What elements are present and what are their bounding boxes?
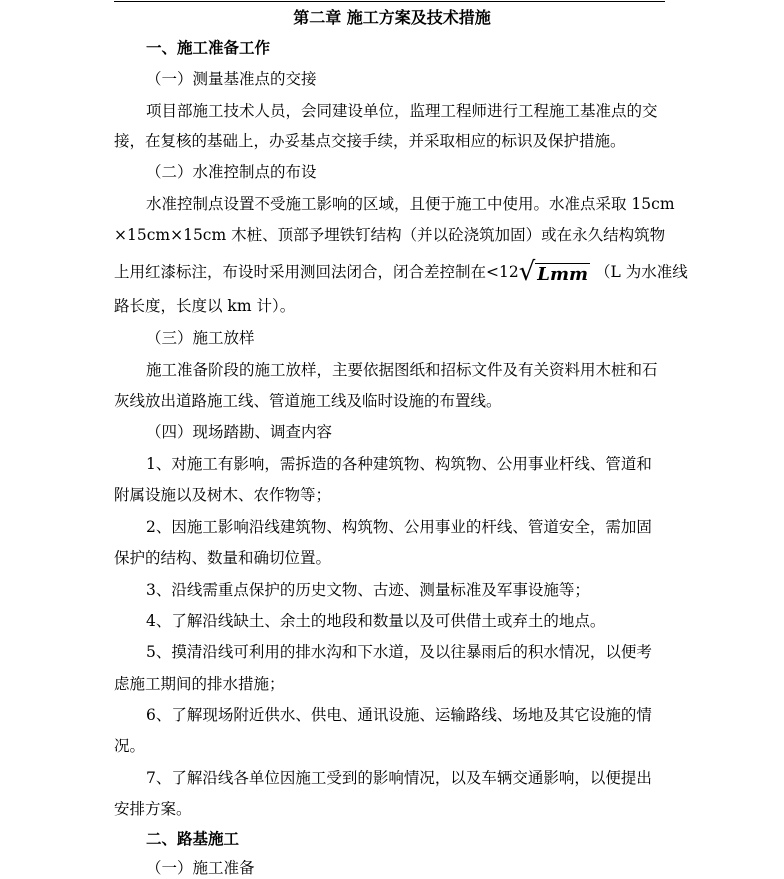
paragraph-line: 4、了解沿线缺土、余土的地段和数量以及可供借土或弃土的地点。: [146, 612, 606, 630]
paragraph-line: 2、因施工影响沿线建筑物、构筑物、公用事业的杆线、管道安全，需加固: [146, 518, 652, 536]
paragraph-line: 接，在复核的基础上，办妥基点交接手续，并采取相应的标识及保护措施。: [114, 132, 626, 150]
top-rule: [114, 1, 665, 2]
sqrt-radicand: Lmm: [537, 264, 589, 285]
paragraph-line: 水准控制点设置不受施工影响的区域，且便于施工中使用。水准点采取 15cm: [146, 195, 675, 213]
chapter-title: 第二章 施工方案及技术措施: [293, 8, 491, 27]
formula-suffix-text: （L 为水准线: [594, 263, 688, 281]
paragraph-line: 附属设施以及树木、农作物等；: [114, 486, 332, 504]
paragraph-line: 虑施工期间的排水措施；: [114, 675, 285, 693]
paragraph-line: 1、对施工有影响，需拆造的各种建筑物、构筑物、公用事业杆线、管道和: [146, 455, 652, 473]
paragraph-line: 施工准备阶段的施工放样，主要依据图纸和招标文件及有关资料用木桩和石: [146, 361, 658, 379]
paragraph-line: 6、了解现场附近供水、供电、通讯设施、运输路线、场地及其它设施的情: [146, 706, 652, 724]
paragraph-line: 项目部施工技术人员，会同建设单位，监理工程师进行工程施工基准点的交: [146, 102, 658, 120]
paragraph-line: 安排方案。: [114, 800, 192, 818]
section-heading-1: 一、施工准备工作: [146, 38, 271, 57]
paragraph-line: 5、摸清沿线可利用的排水沟和下水道，及以往暴雨后的积水情况，以便考: [146, 643, 652, 661]
paragraph-line: 灰线放出道路施工线、管道施工线及临时设施的布置线。: [114, 392, 502, 410]
paragraph-line: 3、沿线需重点保护的历史文物、古迹、测量标准及军事设施等；: [146, 581, 590, 599]
section-heading-2: 二、路基施工: [146, 829, 240, 848]
sqrt-formula: [519, 257, 590, 287]
paragraph-line-with-formula: [114, 257, 688, 287]
paragraph-line: ×15cm×15cm 木桩、顶部予埋铁钉结构（并以砼浇筑加固）或在永久结构筑物: [114, 226, 666, 244]
paragraph-line: 7、了解沿线各单位因施工受到的影响情况，以及车辆交通影响，以便提出: [146, 769, 652, 787]
paragraph-line: 况。: [114, 737, 146, 755]
paragraph-line: 保护的结构、数量和确切位置。: [114, 549, 332, 567]
formula-prefix-text: 上用红漆标注，布设时采用测回法闭合，闭合差控制在<12: [114, 263, 519, 281]
subsection-heading-4: （四）现场踏勘、调查内容: [146, 423, 333, 441]
sqrt-symbol: √: [518, 257, 536, 287]
subsection-heading-2: （二）水准控制点的布设: [146, 163, 317, 181]
subsection-heading-1: （一）测量基准点的交接: [146, 70, 317, 88]
subsection-heading-5: （一）施工准备: [146, 859, 255, 877]
subsection-heading-3: （三）施工放样: [146, 329, 255, 347]
paragraph-line: 路长度，长度以 km 计）。: [114, 297, 296, 315]
